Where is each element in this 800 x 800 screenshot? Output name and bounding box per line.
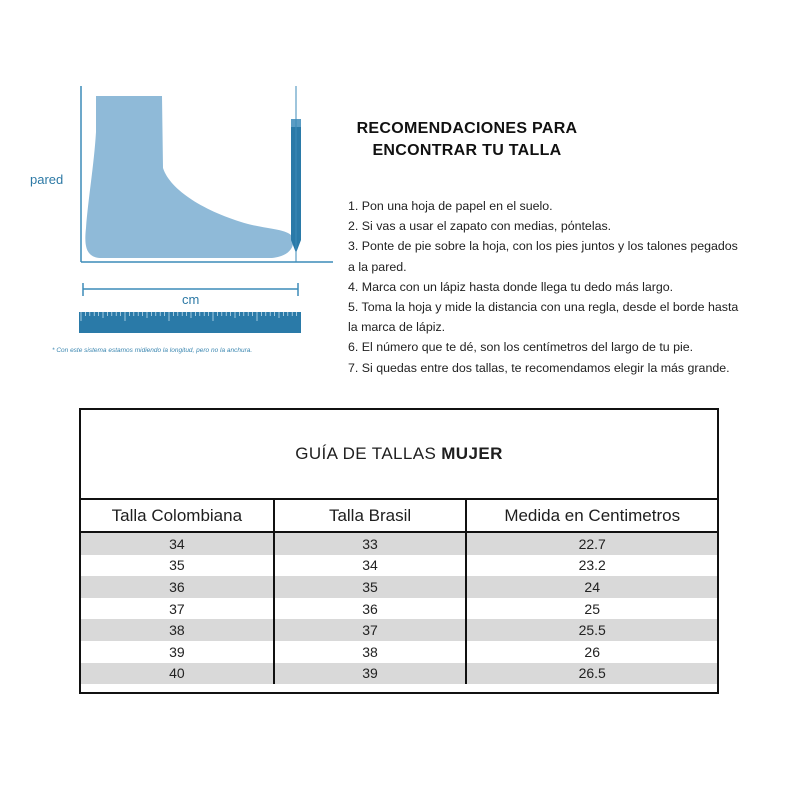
cell-talla-brasil: 33 [274,532,467,555]
instructions-section [342,118,782,378]
heading-line-1: RECOMENDACIONES PARA [356,120,578,137]
cell-medida-cm: 25.5 [466,619,717,641]
cell-talla-colombiana: 34 [81,532,274,555]
cell-medida-cm: 25 [466,598,717,620]
diagram-footnote: * Con este sistema estamos midiendo la longitud, pero no la anchura. [52,347,253,354]
table-header-row [81,499,717,532]
step-line: a la pared. [348,259,407,274]
step-line: 7. Si quedas entre dos tallas, te recomendamos elegir la más grande. [348,360,730,375]
diagram-graphic [0,0,340,380]
instructions-heading [342,118,592,162]
cell-talla-brasil: 39 [274,663,467,685]
table-row [81,555,717,577]
length-label: cm [182,292,200,307]
cell-medida-cm: 26 [466,641,717,663]
table-row [81,576,717,598]
cell-talla-colombiana: 38 [81,619,274,641]
cell-medida-cm: 23.2 [466,555,717,577]
cell-talla-brasil: 37 [274,619,467,641]
cell-talla-colombiana: 39 [81,641,274,663]
size-table [81,498,717,684]
step-line: 1. Pon una hoja de papel en el suelo. [348,199,553,213]
cell-medida-cm: 24 [466,576,717,598]
cell-talla-brasil: 34 [274,555,467,577]
table-row [81,619,717,641]
step-line: 4. Marca con un lápiz hasta donde llega tu dedo más largo. [348,279,674,294]
wall-label: pared [30,172,64,187]
cell-talla-brasil: 35 [274,576,467,598]
size-guide-title [81,410,717,498]
cell-talla-colombiana: 35 [81,555,274,577]
size-guide-title-bold: MUJER [441,444,503,463]
cell-talla-brasil: 36 [274,598,467,620]
cell-talla-colombiana: 37 [81,598,274,620]
step-line: 5. Toma la hoja y mide la distancia con una regla, desde el borde hasta [348,300,739,315]
header-talla-brasil: Talla Brasil [274,499,467,532]
foot-measure-diagram [0,0,340,380]
heading-line-2: ENCONTRAR TU TALLA [372,142,562,159]
table-row [81,663,717,685]
table-row [81,641,717,663]
step-line: la marca de lápiz. [348,320,446,335]
steps-list [342,196,782,378]
table-row [81,532,717,555]
table-row [81,598,717,620]
cell-talla-colombiana: 40 [81,663,274,685]
header-talla-colombiana: Talla Colombiana [81,499,274,532]
cell-talla-brasil: 38 [274,641,467,663]
step-line: 2. Si vas a usar el zapato con medias, pόntelas. [348,219,612,234]
cell-medida-cm: 22.7 [466,532,717,555]
header-medida-cm: Medida en Centimetros [466,499,717,532]
size-guide-title-prefix: GUÍA DE TALLAS [295,444,437,463]
foot-silhouette-icon [85,96,293,258]
step-line: 3. Ponte de pie sobre la hoja, con los pies juntos y los talones pegados [348,239,738,254]
cell-medida-cm: 26.5 [466,663,717,685]
size-guide-table [79,408,719,694]
cell-talla-colombiana: 36 [81,576,274,598]
step-line: 6. El número que te dé, son los centímetros del largo de tu pie. [348,340,694,355]
ruler-icon [79,312,301,333]
